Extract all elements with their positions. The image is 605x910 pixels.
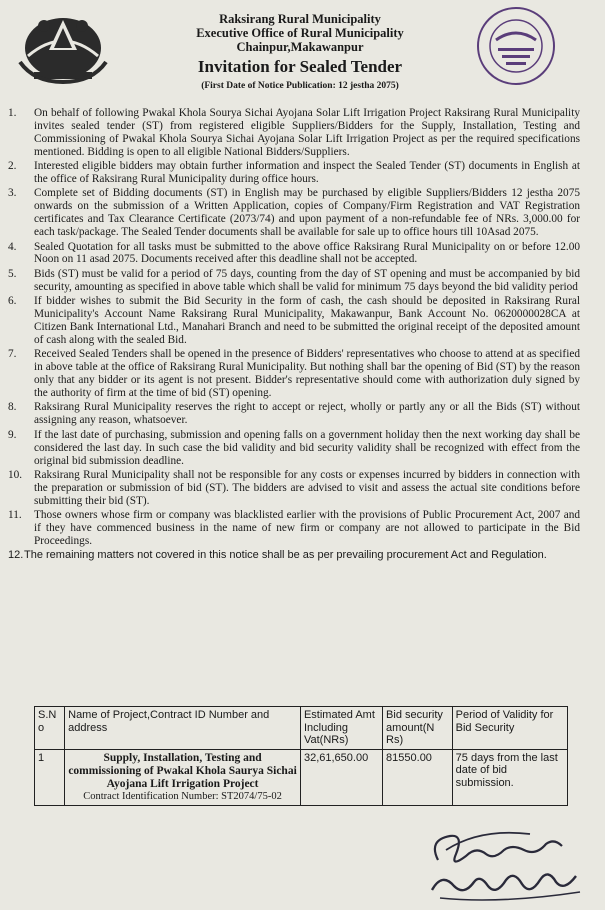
cell-sn: 1: [35, 749, 65, 806]
tender-table: [34, 706, 568, 806]
table-row: [35, 749, 568, 806]
contract-id: Contract Identification Number: ST2074/75-02: [83, 790, 282, 802]
office-address: Chainpur,Makawanpur: [236, 40, 364, 54]
cell-validity: 75 days from the last date of bid submission.: [452, 749, 567, 806]
notice-item-12: 12. The remaining matters not covered in this notice shall be as per prevailing procurement Act and Regulation.: [8, 549, 547, 562]
notice-item-8: 8. Raksirang Rural Municipality reserves the right to accept or reject, wholly or partly any or all the Bids (ST) without assigning any reason, whatsoever.: [8, 401, 580, 427]
publication-date: (First Date of Notice Publication: 12 jestha 2075): [201, 81, 399, 91]
nepal-emblem-icon: [14, 6, 112, 86]
notice-item-6: 6. If bidder wishes to submit the Bid Security in the form of cash, the cash should be deposited in Raksirang Rural Municipality's Account Name Raksirang Rural Municipality, Makawanpur, Bank Account No. 0620000028CA at Citizen Bank International Ltd., Manahari Branch and need to be submitted the original receipt of the deposited amount of cash along with the sealed Bid.: [8, 295, 580, 346]
municipality-seal-icon: [474, 4, 558, 88]
notice-item-3: 3. Complete set of Bidding documents (ST) in English may be purchased by eligible Suppliers/Bidders 12 jestha 2075 onwards on the submission of a Written Application, copies of Company/Firm Registration and VAT Registration certificates and Tax Clearance Certificate (2073/74) and upon payment of a non-refundable fee of NRs. 3,000.00 for each task/package. The Sealed Tender documents shall be available for sale up to office hours till 10Asad 2075.: [8, 187, 580, 239]
col-bid-security: Bid security amount(N Rs): [383, 707, 453, 750]
project-name: Supply, Installation, Testing and commissioning of Pwakal Khola Saurya Sichai Ayojana Lift Irrigation Project: [68, 751, 297, 790]
cell-project: [65, 749, 301, 806]
notice-title: Invitation for Sealed Tender: [197, 57, 403, 76]
cell-amount: 32,61,650.00: [300, 749, 382, 806]
notice-item-2: 2. Interested eligible bidders may obtain further information and inspect the Sealed Tender (ST) documents in English at the office of Raksirang Rural Municipality during office hours.: [8, 160, 580, 186]
municipality-name: Raksirang Rural Municipality: [219, 12, 381, 26]
col-sn: S.N o: [35, 707, 65, 750]
notice-item-7: 7. Received Sealed Tenders shall be opened in the presence of Bidders' representatives who choose to attend at as specified in above table at the office of Raksirang Rural Municipality. But nothing shall bar the opening of Bid (ST) by the reason only that any bidder or its agent is not present. Bidder's representative should come with authorization duly signed by the authority of firm at the time of bid (ST) opening.: [8, 348, 580, 400]
office-name: Executive Office of Rural Municipality: [196, 26, 404, 40]
notice-item-5: 5. Bids (ST) must be valid for a period of 75 days, counting from the day of ST opening and must be accompanied by bid security, amounting as specified in above table which shall be valid for minimum 75 days beyond the bid validity period: [8, 267, 580, 293]
notice-item-11: 11. Those owners whose firm or company was blacklisted earlier with the provisions of Public Procurement Act, 2007 and if they have commenced business in the name of new firm or company are not allowed to participate in the Bid Proceedings.: [8, 509, 580, 547]
notice-item-4: 4. Sealed Quotation for all tasks must be submitted to the above office Raksirang Rural Municipality on or before 12.00 Noon on 11 asad 2075. Documents received after this deadline shall not be accepted.: [8, 240, 580, 266]
table-header-row: [35, 707, 568, 750]
signature: [420, 820, 590, 906]
notice-item-9: 9. If the last date of purchasing, submission and opening falls on a government holiday then the next working day shall be considered the last day. In such case the bid validity and bid security validity shall be recognized with effect from the original bid submission deadline.: [8, 428, 580, 467]
notice-header: [120, 12, 480, 91]
cell-security: 81550.00: [383, 749, 453, 806]
notice-items: [8, 107, 580, 564]
notice-item-1: 1. On behalf of following Pwakal Khola Sourya Sichai Ayojana Solar Lift Irrigation Project Raksirang Rural Municipality invites sealed tender (ST) from registered eligible Suppliers/Bidders for the Supply, Installation, Testing and Commissioning of Pwakal Khola Sourya Sichai Ayojana Solar Lift Irrigation Project as per the required specifications mentioned. Bidding is open to all eligible National Bidders/Suppliers.: [8, 107, 580, 158]
col-estimated-amount: Estimated Amt Including Vat(NRs): [300, 707, 382, 750]
col-project: Name of Project,Contract ID Number and address: [65, 707, 301, 750]
notice-item-10: 10. Raksirang Rural Municipality shall not be responsible for any costs or expenses incurred by bidders in connection with the preparation or submission of bid (ST). The bidders are advised to visit and assess the actual site conditions before submitting their bid (ST).: [8, 468, 580, 507]
col-validity: Period of Validity for Bid Security: [452, 707, 567, 750]
